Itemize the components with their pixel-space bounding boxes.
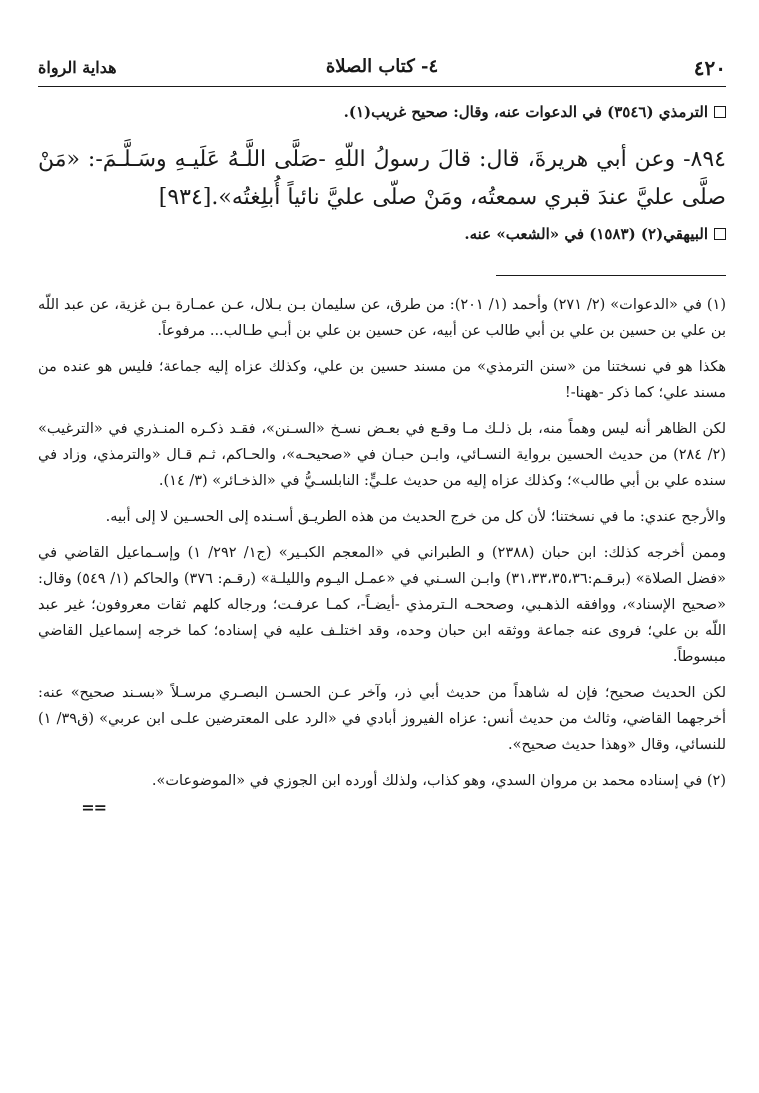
footnote-1: (١) في «الدعوات» (٢/ ٢٧١) وأحمد (١/ ٢٠١): من طرق، عن سليمان بـن بـلال، عـن عمـارة بـن غزية، عن عبد اللّه بن علي بن حسين بن علي بن أبي طالب عن أبيه، عن حسين بن علي بن أبـي طـالب... مرفوعاً. <box>38 297 727 339</box>
footnote-paragraph: والأرجح عندي: ما في نسختنا؛ لأن كل من خرج الحديث من هذه الطريـق أسـنده إلى الحسـين لا إلى أبيه. <box>105 509 726 525</box>
footnote-2: (٢) في إسناده محمد بن مروان السدي، وهو كذاب، ولذلك أورده ابن الجوزي في «الموضوعات». <box>151 773 726 789</box>
chapter-title: ٤- كتاب الصلاة <box>325 56 439 77</box>
source-line-1 <box>38 99 726 125</box>
hadith-text: ٨٩٤- وعن أبي هريرةَ، قال: قالَ رسولُ اللّهِ -صَلَّى اللَّـهُ عَلَيـهِ وسَـلَّـمَ-: «مَنْ صلَّى عليَّ عندَ قبري سمعتُه، ومَنْ صلّى عليَّ نائياً أُبلِغتُه».[٩٣٤] <box>38 147 726 210</box>
source-line-2 <box>38 221 726 247</box>
footnote-paragraph: لكن الحديث صحيح؛ فإن له شاهداً من حديث أبي ذر، وآخر عـن الحسـن البصـري مرسـلاً «بسـند صحيح» عنه: أخرجهما القاضي، وثالث من حديث أنس: عزاه الفيروز أبادي في «الرد على المعترضين علـى ابن عربي» (ق٣٩/ ١) للنسائي، وقال «وهذا حديث صحيح». <box>38 685 726 753</box>
page <box>38 52 726 817</box>
book-title: هداية الرواة <box>38 58 117 77</box>
square-bullet-icon <box>714 106 726 118</box>
square-bullet-icon <box>714 228 726 240</box>
footnote-paragraph: وممن أخرجه كذلك: ابن حبان (٢٣٨٨) و الطبراني في «المعجم الكبـير» (ج١/ ٢٩٢/ ١) وإسـماعيل القاضي في «فضل الصلاة» (برقـم:٣١،٣٣،٣٥،٣٦) وابـن السـني في «عمـل اليـوم والليلـة» (رقـم: ٣٧٦) والحاكم (١/ ٥٤٩) وقال: «صحيح الإسناد»، ووافقه الذهـبي، وصححـه الـترمذي -أيضـاً-، كمـا عرفـت؛ ورجاله كلهم ثقات معروفون؛ غير عبد اللّه بن علي؛ فروى عنه جماعة ووثقه ابن حبان وحده، وقد اختلـف عليه في إسناده؛ كما خرجه إسماعيل القاضي مبسوطاً. <box>38 545 727 665</box>
footnote-paragraph: هكذا هو في نسختنا من «سنن الترمذي» من مسند حسين بن علي، وكذلك عزاه إليه جماعة؛ فليس هو عنده من مسند علي؛ كما ذكر -ههنا-! <box>38 359 726 401</box>
source-line-1-text: الترمذي (٣٥٤٦) في الدعوات عنه، وقال: صحيح غريب(١). <box>343 103 708 121</box>
source-line-2-text: البيهقي(٢) (١٥٨٣) في «الشعب» عنه. <box>464 225 708 243</box>
end-mark: == <box>81 798 106 817</box>
page-number: ٤٢٠ <box>693 56 726 80</box>
page-header <box>38 52 726 87</box>
footnote-separator <box>496 275 726 276</box>
footnote-paragraph: لكن الظاهر أنه ليس وهماً منه، بل ذلـك مـا وقـع في بعـض نسـخ «السـنن»، فقـد ذكـره المنـذري في «الترغيب» (٢/ ٢٨٤) من حديث الحسين برواية النسـائي، وابـن حبـان في «صحيحـه»، والحـاكم، ثـم قـال «والترمذي، وزاد في سنده علي بن أبي طالب»؛ وكذلك عزاه إليه من حديث علـيٍّ: النابلسـيُّ في «الذخـائر» (٣/ ١٤). <box>38 421 726 489</box>
